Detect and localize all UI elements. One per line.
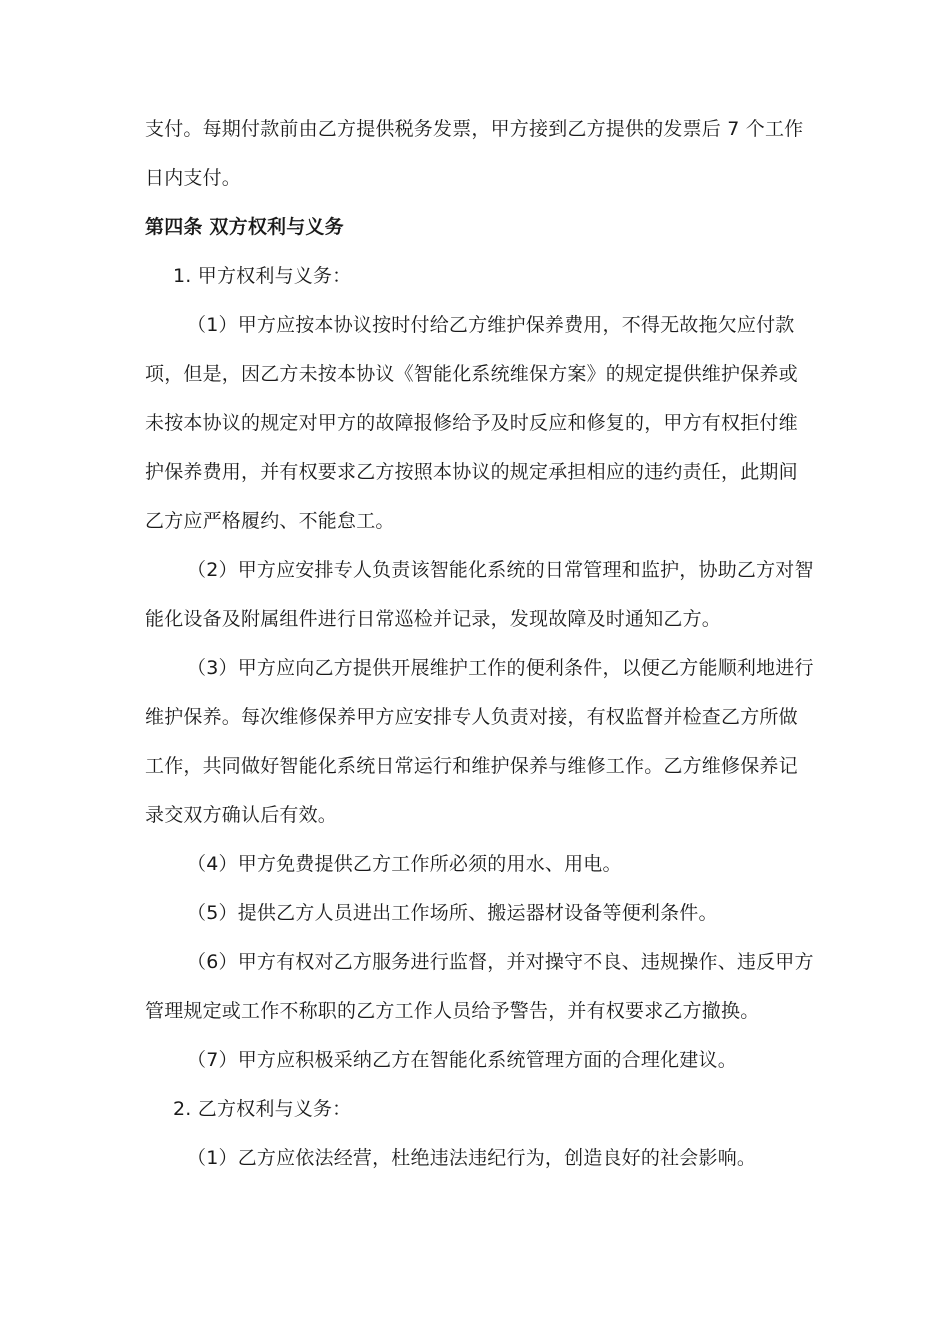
clause-a1-line-1: （1）甲方应按本协议按时付给乙方维护保养费用，不得无故拖欠应付款 <box>187 314 795 336</box>
clause-a1-line-5: 乙方应严格履约、不能怠工。 <box>145 510 395 532</box>
clause-a6-line-1: （6）甲方有权对乙方服务进行监督，并对操守不良、违规操作、违反甲方 <box>187 951 814 973</box>
text-line-2: 日内支付。 <box>145 167 242 189</box>
clause-a7: （7）甲方应积极采纳乙方在智能化系统管理方面的合理化建议。 <box>187 1049 737 1071</box>
clause-a1-line-3: 未按本协议的规定对甲方的故障报修给予及时反应和修复的，甲方有权拒付维 <box>145 412 798 434</box>
clause-a5: （5）提供乙方人员进出工作场所、搬运器材设备等便利条件。 <box>187 902 718 924</box>
clause-a3-line-2: 维护保养。每次维修保养甲方应安排专人负责对接，有权监督并检查乙方所做 <box>145 706 798 728</box>
clause-a4: （4）甲方免费提供乙方工作所必须的用水、用电。 <box>187 853 622 875</box>
subsection-heading-party-a: 1. 甲方权利与义务： <box>173 265 352 287</box>
text-line-1: 支付。每期付款前由乙方提供税务发票，甲方接到乙方提供的发票后 7 个工作 <box>145 118 804 140</box>
clause-a3-line-4: 录交双方确认后有效。 <box>145 804 338 826</box>
clause-a2-line-1: （2）甲方应安排专人负责该智能化系统的日常管理和监护，协助乙方对智 <box>187 559 814 581</box>
clause-a1-line-4: 护保养费用，并有权要求乙方按照本协议的规定承担相应的违约责任，此期间 <box>145 461 798 483</box>
section-heading: 第四条 双方权利与义务 <box>145 216 344 238</box>
subsection-heading-party-b: 2. 乙方权利与义务： <box>173 1098 352 1120</box>
clause-a1-line-2: 项，但是，因乙方未按本协议《智能化系统维保方案》的规定提供维护保养或 <box>145 363 798 385</box>
document-page <box>145 105 814 1183</box>
clause-a3-line-3: 工作，共同做好智能化系统日常运行和维护保养与维修工作。乙方维修保养记 <box>145 755 798 777</box>
clause-a3-line-1: （3）甲方应向乙方提供开展维护工作的便利条件，以便乙方能顺利地进行 <box>187 657 814 679</box>
clause-a6-line-2: 管理规定或工作不称职的乙方工作人员给予警告，并有权要求乙方撤换。 <box>145 1000 760 1022</box>
clause-b1: （1）乙方应依法经营，杜绝违法违纪行为，创造良好的社会影响。 <box>187 1147 757 1169</box>
clause-a2-line-2: 能化设备及附属组件进行日常巡检并记录，发现故障及时通知乙方。 <box>145 608 722 630</box>
